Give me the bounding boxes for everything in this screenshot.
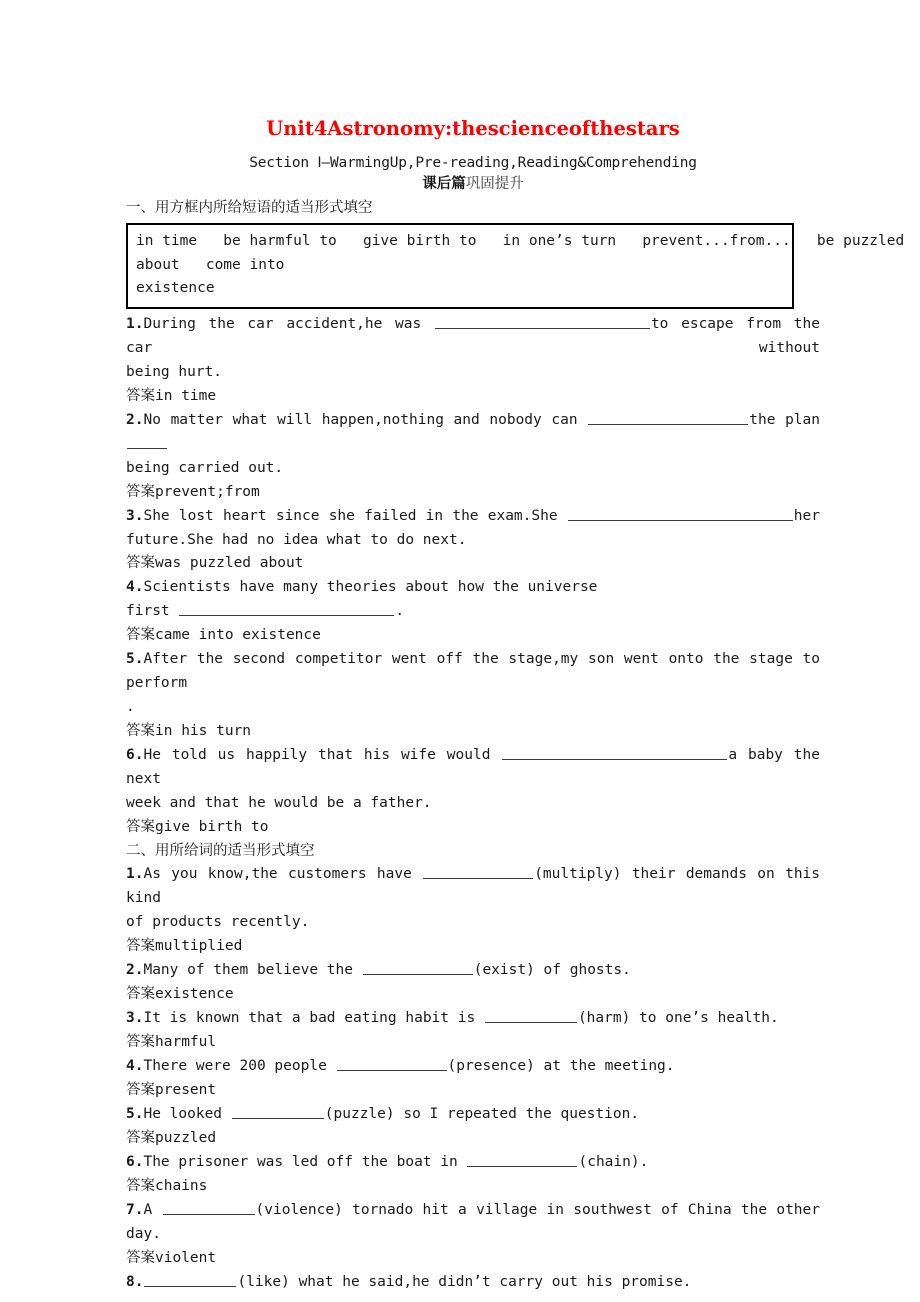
- answer-text: in his turn: [155, 723, 252, 740]
- question-item: [126, 959, 820, 983]
- answer-text: multiplied: [155, 938, 243, 955]
- answer-label: 答案: [126, 1034, 155, 1051]
- answer-line: [126, 1175, 820, 1199]
- question-item: [126, 576, 820, 624]
- answer-label: 答案: [126, 555, 155, 572]
- question-number: 2.: [126, 411, 144, 428]
- answer-text: existence: [155, 986, 234, 1003]
- question-text: her: [793, 507, 820, 524]
- question-text: (exist) of ghosts.: [473, 962, 631, 979]
- phrase-bank-line: about come into: [136, 256, 285, 273]
- answer-line: [126, 816, 820, 840]
- part-two-heading: 二、用所给词的适当形式填空: [126, 843, 315, 860]
- question-line: future.She had no idea what to do next.: [126, 531, 467, 548]
- question-number: 1.: [126, 315, 144, 332]
- question-line: [126, 648, 829, 696]
- chapter-subtitle: [126, 174, 820, 195]
- chapter-subtitle-light: 巩固提升: [465, 175, 524, 192]
- answer-label: 答案: [126, 627, 155, 644]
- question-text: first: [126, 603, 179, 620]
- question-text: .: [395, 603, 405, 620]
- question-item: [126, 1199, 820, 1247]
- question-number: 3.: [126, 507, 144, 524]
- question-line: being carried out.: [126, 459, 284, 476]
- question-number: 8.: [126, 1274, 144, 1291]
- question-line: being hurt.: [126, 363, 223, 380]
- answer-line: [126, 1127, 820, 1151]
- question-text: (presence) at the meeting.: [447, 1058, 675, 1075]
- question-line: [126, 1199, 820, 1223]
- answer-label: 答案: [126, 483, 155, 500]
- part-one-heading: 一、用方框内所给短语的适当形式填空: [126, 200, 373, 216]
- question-line: of products recently.: [126, 914, 310, 931]
- phrase-bank-line: existence: [136, 280, 215, 297]
- question-text: As you know,the customers have: [143, 866, 423, 883]
- question-text: He told us happily that his wife would: [143, 747, 502, 764]
- question-line: [126, 1055, 820, 1079]
- question-line: [126, 1007, 820, 1031]
- answer-line: [126, 720, 820, 744]
- question-line: [126, 313, 829, 361]
- question-number: 7.: [126, 1202, 144, 1219]
- question-text: (chain).: [578, 1154, 649, 1171]
- answer-line: [126, 624, 820, 648]
- section-subheading: Section Ⅰ—WarmingUp,Pre-reading,Reading&Comprehending: [249, 155, 697, 172]
- question-text: (multiply) their demands on this kind: [126, 866, 829, 907]
- question-number: 6.: [126, 1154, 144, 1171]
- question-line: [126, 409, 829, 457]
- question-item: [126, 409, 829, 481]
- question-number: 5.: [126, 651, 144, 668]
- question-number: 5.: [126, 1106, 144, 1123]
- question-number: 2.: [126, 962, 144, 979]
- question-line: [126, 1103, 820, 1127]
- question-number: 4.: [126, 579, 144, 596]
- question-text: A: [143, 1202, 162, 1219]
- answer-text: give birth to: [155, 819, 269, 836]
- question-line: [126, 744, 829, 792]
- answer-blank[interactable]: [163, 1201, 255, 1215]
- question-text: He looked: [143, 1106, 231, 1123]
- answer-label: 答案: [126, 387, 155, 404]
- question-item: [126, 863, 829, 935]
- question-line: [126, 600, 820, 624]
- question-item: [126, 1151, 820, 1175]
- answer-blank[interactable]: [363, 961, 473, 975]
- question-line: [126, 863, 829, 911]
- question-text: After the second competitor went off the stage,my son went onto the stage to perform: [126, 651, 829, 692]
- question-text: The prisoner was led off the boat in: [143, 1154, 467, 1171]
- question-line: [126, 1271, 820, 1295]
- question-item: [126, 744, 829, 816]
- question-line: [126, 576, 820, 600]
- question-text: a baby the next: [126, 747, 829, 788]
- answer-text: chains: [155, 1178, 208, 1195]
- question-line: [126, 959, 820, 983]
- answer-line: [126, 552, 820, 576]
- question-text: (like) what he said,he didn’t carry out his promise.: [237, 1274, 692, 1291]
- question-text: It is known that a bad eating habit is: [143, 1010, 484, 1027]
- answer-line: [126, 1079, 820, 1103]
- page-title: Unit4Astronomy:thescienceofthestars: [266, 117, 680, 140]
- answer-blank[interactable]: [467, 1153, 577, 1167]
- question-number: 6.: [126, 747, 144, 764]
- question-item: [126, 1055, 820, 1079]
- question-item: [126, 313, 829, 385]
- question-text: Many of them believe the: [143, 962, 362, 979]
- question-text: There were 200 people: [143, 1058, 336, 1075]
- answer-blank[interactable]: [337, 1057, 447, 1071]
- answer-blank[interactable]: [127, 434, 167, 448]
- answer-blank[interactable]: [588, 410, 748, 424]
- answer-line: [126, 1031, 820, 1055]
- question-text: (puzzle) so I repeated the question.: [324, 1106, 640, 1123]
- answer-line: [126, 385, 820, 409]
- answer-line: [126, 983, 820, 1007]
- answer-text: harmful: [155, 1034, 217, 1051]
- answer-blank[interactable]: [232, 1105, 324, 1119]
- answer-label: 答案: [126, 1178, 155, 1195]
- answer-label: 答案: [126, 1250, 155, 1267]
- question-text: the plan: [749, 411, 829, 428]
- answer-line: [126, 481, 820, 505]
- answer-blank[interactable]: [435, 314, 650, 328]
- answer-label: 答案: [126, 1082, 155, 1099]
- question-item: [126, 505, 820, 553]
- answer-label: 答案: [126, 938, 155, 955]
- phrase-bank-line: in time be harmful to give birth to in one’s turn prevent...from... be puzzled: [136, 233, 905, 250]
- answer-blank[interactable]: [568, 506, 793, 520]
- question-item: [126, 1007, 820, 1031]
- question-number: 4.: [126, 1058, 144, 1075]
- answer-label: 答案: [126, 1130, 155, 1147]
- question-item: [126, 648, 829, 720]
- answer-text: came into existence: [155, 627, 321, 644]
- question-line: day.: [126, 1226, 161, 1243]
- answer-text: present: [155, 1082, 217, 1099]
- question-line: [126, 505, 820, 529]
- question-text: No matter what will happen,nothing and nobody can: [143, 411, 588, 428]
- answer-label: 答案: [126, 723, 155, 740]
- question-item: [126, 1103, 820, 1127]
- answer-blank[interactable]: [179, 602, 394, 616]
- question-text: (harm) to one’s health.: [577, 1010, 779, 1027]
- answer-blank[interactable]: [423, 865, 533, 879]
- answer-line: [126, 1247, 820, 1271]
- answer-blank[interactable]: [485, 1009, 577, 1023]
- answer-blank[interactable]: [502, 746, 727, 760]
- answer-line: [126, 935, 820, 959]
- answer-label: 答案: [126, 819, 155, 836]
- question-text: (violence) tornado hit a village in southwest of China the other: [255, 1202, 820, 1219]
- question-number: 3.: [126, 1010, 144, 1027]
- answer-label: 答案: [126, 986, 155, 1003]
- question-line: week and that he would be a father.: [126, 795, 432, 812]
- question-line: .: [126, 699, 135, 716]
- question-text: She lost heart since she failed in the exam.She: [143, 507, 567, 524]
- answer-text: prevent;from: [155, 483, 260, 500]
- answer-text: was puzzled about: [155, 555, 304, 572]
- answer-blank[interactable]: [144, 1273, 236, 1287]
- answer-text: violent: [155, 1250, 217, 1267]
- question-text: During the car accident,he was: [143, 315, 434, 332]
- question-line: [126, 1151, 820, 1175]
- answer-text: puzzled: [155, 1130, 217, 1147]
- question-item: [126, 1271, 820, 1295]
- answer-text: in time: [155, 387, 217, 404]
- question-text: to escape from the car without: [126, 315, 829, 356]
- question-number: 1.: [126, 866, 144, 883]
- phrase-bank-box: [126, 223, 905, 308]
- chapter-subtitle-strong: 课后篇: [422, 175, 466, 192]
- question-text: Scientists have many theories about how the universe: [143, 579, 598, 596]
